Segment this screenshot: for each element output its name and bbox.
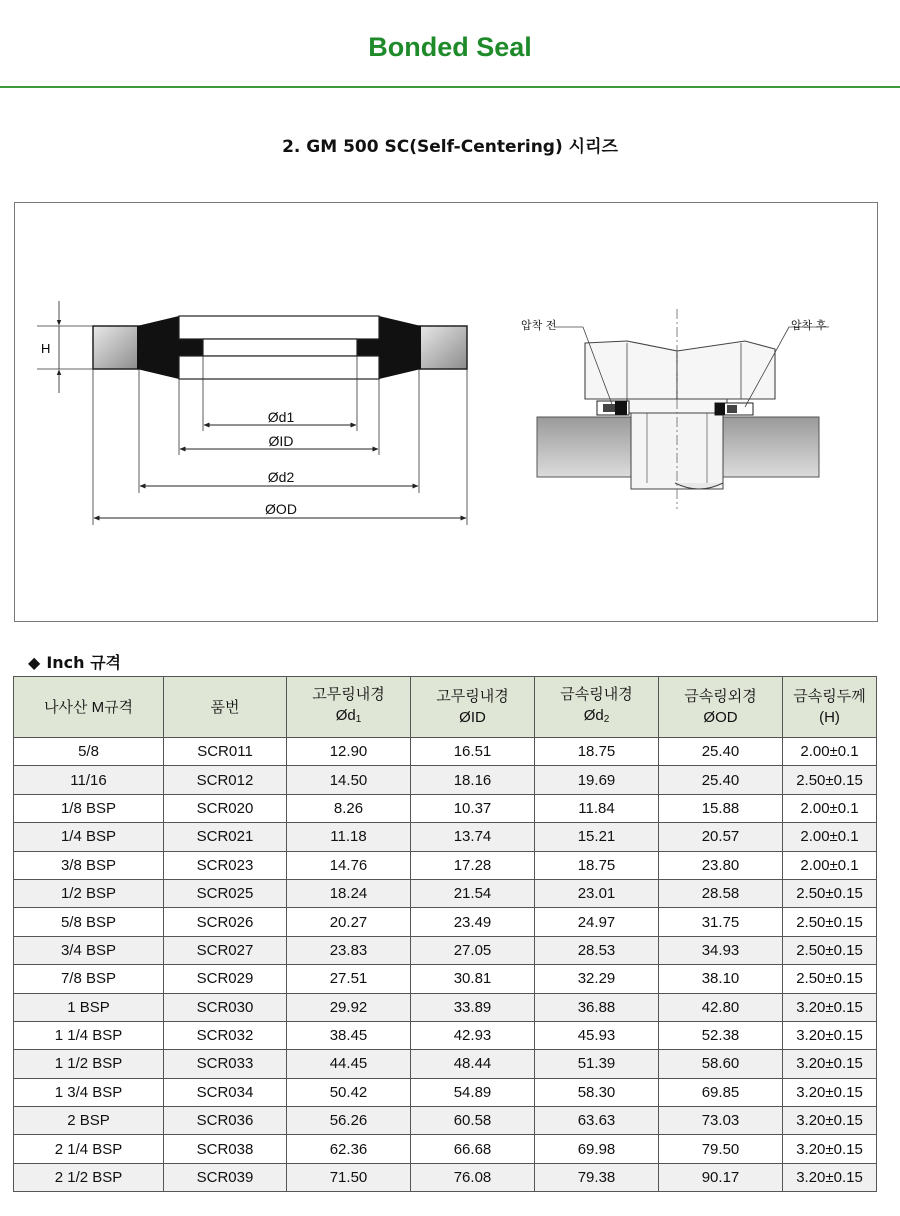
title-divider	[0, 86, 900, 88]
cell-rubber-d1: 62.36	[287, 1135, 411, 1163]
table-row	[14, 794, 877, 822]
cell-thread: 2 1/2 BSP	[14, 1163, 164, 1191]
cell-rubber-id: 16.51	[411, 738, 535, 766]
cell-metal-od: 90.17	[659, 1163, 783, 1191]
cell-metal-od: 31.75	[659, 908, 783, 936]
cell-metal-d2: 51.39	[535, 1050, 659, 1078]
cell-rubber-d1: 23.83	[287, 936, 411, 964]
cell-metal-d2: 69.98	[535, 1135, 659, 1163]
cell-rubber-id: 54.89	[411, 1078, 535, 1106]
cell-part-no: SCR026	[164, 908, 287, 936]
cell-part-no: SCR032	[164, 1021, 287, 1049]
h-dimension	[37, 301, 93, 393]
cell-part-no: SCR036	[164, 1107, 287, 1135]
after-compression-label: 압착 후	[791, 319, 827, 332]
table-row	[14, 851, 877, 879]
cell-metal-d2: 15.21	[535, 823, 659, 851]
cell-rubber-id: 10.37	[411, 794, 535, 822]
cell-metal-od: 52.38	[659, 1021, 783, 1049]
section-heading-text: Inch 규격	[46, 653, 122, 672]
cell-rubber-id: 27.05	[411, 936, 535, 964]
table-row	[14, 1021, 877, 1049]
seal-diagram	[15, 203, 877, 621]
before-compression-label: 압착 전	[521, 319, 557, 332]
cell-metal-h: 2.50±0.15	[783, 766, 877, 794]
cell-metal-h: 3.20±0.15	[783, 1021, 877, 1049]
cell-metal-od: 28.58	[659, 879, 783, 907]
cell-rubber-id: 33.89	[411, 993, 535, 1021]
diamond-bullet-icon: ◆	[28, 653, 41, 672]
cell-metal-d2: 58.30	[535, 1078, 659, 1106]
cell-metal-d2: 79.38	[535, 1163, 659, 1191]
cell-rubber-id: 60.58	[411, 1107, 535, 1135]
cell-rubber-id: 66.68	[411, 1135, 535, 1163]
cell-metal-h: 2.00±0.1	[783, 823, 877, 851]
cell-part-no: SCR027	[164, 936, 287, 964]
cell-rubber-d1: 71.50	[287, 1163, 411, 1191]
page-title: Bonded Seal	[368, 32, 532, 62]
cell-metal-d2: 36.88	[535, 993, 659, 1021]
cell-metal-d2: 32.29	[535, 965, 659, 993]
cell-part-no: SCR029	[164, 965, 287, 993]
cell-rubber-d1: 38.45	[287, 1021, 411, 1049]
cell-rubber-d1: 11.18	[287, 823, 411, 851]
cell-metal-h: 2.50±0.15	[783, 879, 877, 907]
cell-thread: 2 BSP	[14, 1107, 164, 1135]
cell-metal-od: 79.50	[659, 1135, 783, 1163]
cell-metal-d2: 63.63	[535, 1107, 659, 1135]
installation-illustration	[521, 309, 829, 509]
cell-rubber-id: 18.16	[411, 766, 535, 794]
table-row	[14, 738, 877, 766]
table-row	[14, 1163, 877, 1191]
col-header-metal-od: 금속링외경 ØOD	[659, 677, 783, 738]
cell-metal-od: 25.40	[659, 738, 783, 766]
cell-thread: 1/2 BSP	[14, 879, 164, 907]
cell-part-no: SCR020	[164, 794, 287, 822]
table-row	[14, 965, 877, 993]
table-header-row	[14, 677, 877, 738]
cell-rubber-d1: 8.26	[287, 794, 411, 822]
table-row	[14, 823, 877, 851]
h-label: H	[41, 341, 51, 356]
cell-metal-d2: 23.01	[535, 879, 659, 907]
series-subtitle: 2. GM 500 SC(Self-Centering) 시리즈	[282, 137, 618, 157]
cell-rubber-d1: 56.26	[287, 1107, 411, 1135]
cell-thread: 1/8 BSP	[14, 794, 164, 822]
cell-thread: 3/4 BSP	[14, 936, 164, 964]
col-header-rubber-d1: 고무링내경 $Ød_1$	[287, 677, 411, 738]
cell-metal-d2: 11.84	[535, 794, 659, 822]
cell-thread: 5/8	[14, 738, 164, 766]
seal-cross-section	[93, 316, 467, 379]
cell-part-no: SCR033	[164, 1050, 287, 1078]
table-row	[14, 879, 877, 907]
cell-metal-od: 58.60	[659, 1050, 783, 1078]
cell-metal-h: 3.20±0.15	[783, 1163, 877, 1191]
cell-thread: 1/4 BSP	[14, 823, 164, 851]
od-label: ØOD	[265, 501, 297, 517]
cell-part-no: SCR025	[164, 879, 287, 907]
seal-diagram-frame	[14, 202, 878, 622]
cell-rubber-d1: 44.45	[287, 1050, 411, 1078]
cell-metal-h: 2.50±0.15	[783, 936, 877, 964]
cell-thread: 1 1/4 BSP	[14, 1021, 164, 1049]
col-header-thread: 나사산 M규격	[14, 677, 164, 738]
cell-rubber-id: 42.93	[411, 1021, 535, 1049]
table-row	[14, 766, 877, 794]
table-row	[14, 1078, 877, 1106]
cell-thread: 3/8 BSP	[14, 851, 164, 879]
cell-metal-od: 20.57	[659, 823, 783, 851]
cell-metal-h: 3.20±0.15	[783, 1050, 877, 1078]
table-row	[14, 908, 877, 936]
table-row	[14, 936, 877, 964]
cell-part-no: SCR030	[164, 993, 287, 1021]
cell-rubber-d1: 14.50	[287, 766, 411, 794]
cell-rubber-id: 76.08	[411, 1163, 535, 1191]
col-header-rubber-id: 고무링내경 ØID	[411, 677, 535, 738]
cell-rubber-id: 17.28	[411, 851, 535, 879]
table-row	[14, 1135, 877, 1163]
table-row	[14, 1050, 877, 1078]
cell-metal-d2: 24.97	[535, 908, 659, 936]
cell-metal-od: 69.85	[659, 1078, 783, 1106]
d1-label: Ød1	[267, 409, 295, 425]
cell-metal-h: 3.20±0.15	[783, 1135, 877, 1163]
cell-thread: 1 BSP	[14, 993, 164, 1021]
cell-metal-od: 38.10	[659, 965, 783, 993]
cell-part-no: SCR038	[164, 1135, 287, 1163]
cell-thread: 7/8 BSP	[14, 965, 164, 993]
cell-thread: 1 1/2 BSP	[14, 1050, 164, 1078]
cell-part-no: SCR011	[164, 738, 287, 766]
cell-thread: 2 1/4 BSP	[14, 1135, 164, 1163]
cell-rubber-id: 30.81	[411, 965, 535, 993]
cell-part-no: SCR023	[164, 851, 287, 879]
cell-thread: 1 3/4 BSP	[14, 1078, 164, 1106]
inch-section-heading	[28, 650, 121, 673]
cell-part-no: SCR039	[164, 1163, 287, 1191]
col-header-metal-d2: 금속링내경 $Ød_2$	[535, 677, 659, 738]
cell-rubber-d1: 14.76	[287, 851, 411, 879]
cell-thread: 5/8 BSP	[14, 908, 164, 936]
cell-metal-h: 3.20±0.15	[783, 993, 877, 1021]
cell-metal-d2: 45.93	[535, 1021, 659, 1049]
cell-rubber-d1: 50.42	[287, 1078, 411, 1106]
cell-metal-d2: 18.75	[535, 738, 659, 766]
cell-rubber-id: 21.54	[411, 879, 535, 907]
cell-rubber-d1: 20.27	[287, 908, 411, 936]
cell-metal-od: 23.80	[659, 851, 783, 879]
cell-rubber-id: 23.49	[411, 908, 535, 936]
cell-metal-h: 2.50±0.15	[783, 965, 877, 993]
cell-metal-h: 2.00±0.1	[783, 851, 877, 879]
table-row	[14, 993, 877, 1021]
col-header-part-no: 품번	[164, 677, 287, 738]
cell-rubber-id: 13.74	[411, 823, 535, 851]
cell-rubber-id: 48.44	[411, 1050, 535, 1078]
inch-spec-table	[13, 676, 877, 1192]
d2-label: Ød2	[267, 469, 295, 485]
cell-rubber-d1: 29.92	[287, 993, 411, 1021]
cell-thread: 11/16	[14, 766, 164, 794]
cell-metal-h: 3.20±0.15	[783, 1078, 877, 1106]
cell-metal-d2: 18.75	[535, 851, 659, 879]
cell-rubber-d1: 27.51	[287, 965, 411, 993]
cell-metal-h: 2.00±0.1	[783, 794, 877, 822]
cell-metal-od: 73.03	[659, 1107, 783, 1135]
table-row	[14, 1107, 877, 1135]
cell-metal-d2: 28.53	[535, 936, 659, 964]
cell-metal-h: 3.20±0.15	[783, 1107, 877, 1135]
cell-part-no: SCR021	[164, 823, 287, 851]
cell-metal-od: 34.93	[659, 936, 783, 964]
cell-rubber-d1: 18.24	[287, 879, 411, 907]
cell-metal-h: 2.00±0.1	[783, 738, 877, 766]
col-header-metal-h: 금속링두께 (H)	[783, 677, 877, 738]
id-label: ØID	[268, 433, 294, 449]
cell-metal-h: 2.50±0.15	[783, 908, 877, 936]
cell-metal-d2: 19.69	[535, 766, 659, 794]
cell-part-no: SCR012	[164, 766, 287, 794]
cell-metal-od: 42.80	[659, 993, 783, 1021]
cell-rubber-d1: 12.90	[287, 738, 411, 766]
cell-part-no: SCR034	[164, 1078, 287, 1106]
cell-metal-od: 15.88	[659, 794, 783, 822]
cell-metal-od: 25.40	[659, 766, 783, 794]
